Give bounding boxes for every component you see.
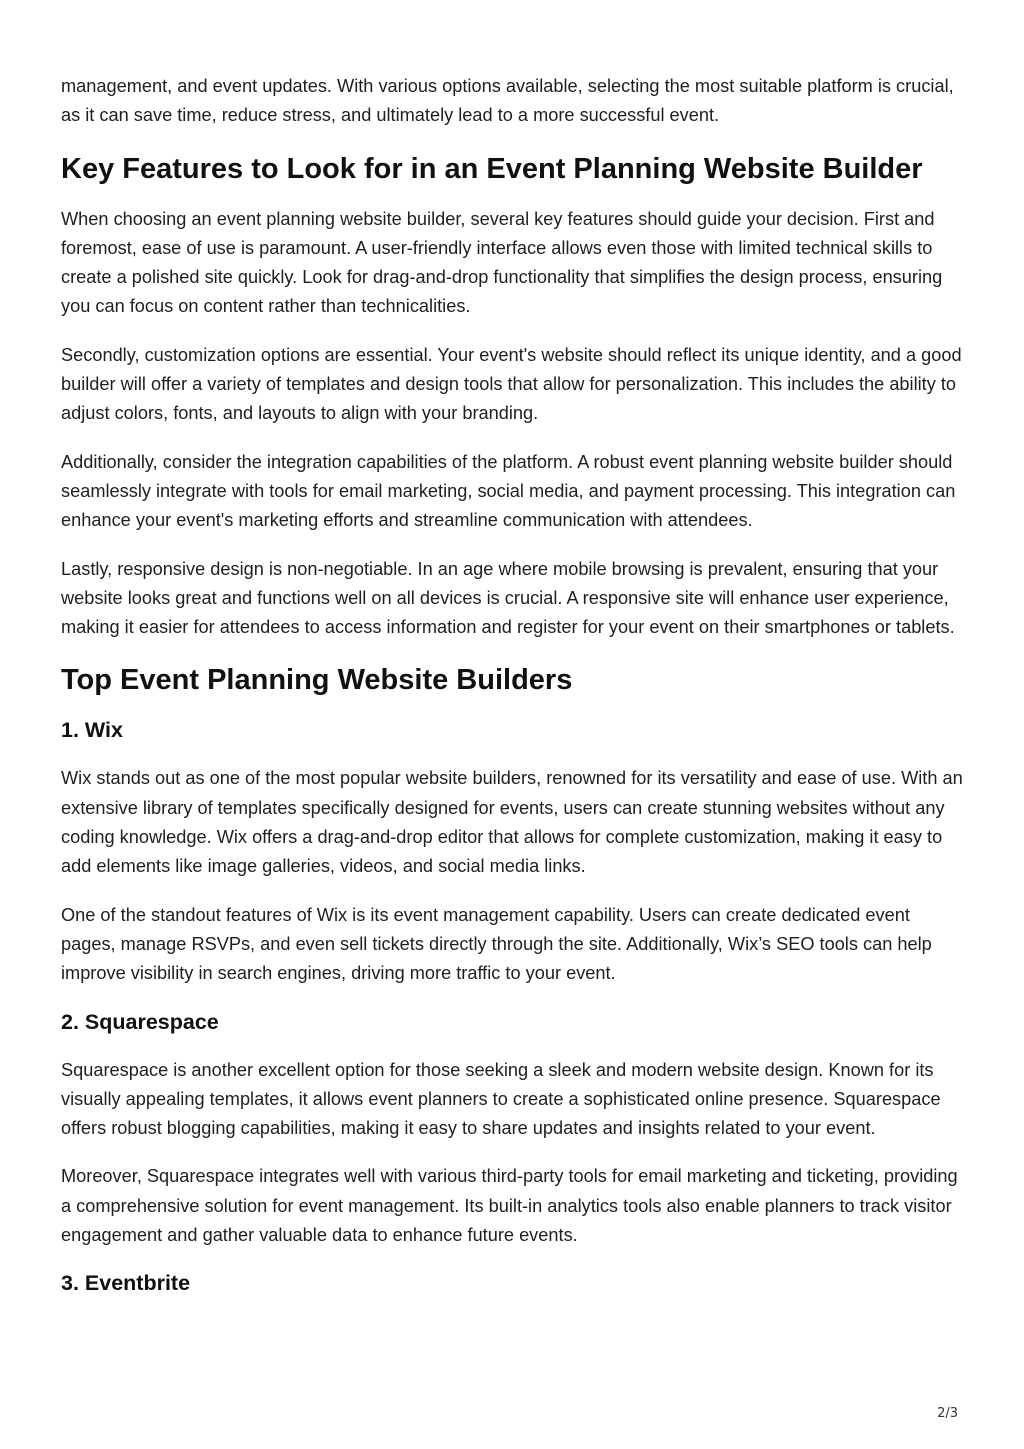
wix-paragraph-1: Wix stands out as one of the most popular website builders, renowned for its versatility and ease of use. With an extensive library of templates specifically designed for events, users can create stunning websites without any coding knowledge. Wix offers a drag-and-drop editor that allows for complete customization, making it easy to add elements like image galleries, videos, and social media links. — [61, 768, 963, 877]
key-features-paragraph-3: Additionally, consider the integration capabilities of the platform. A robust event planning website builder should seamlessly integrate with tools for email marketing, social media, and payment processing. This integration can enhance your event's marketing efforts and streamline communication with attendees. — [61, 451, 956, 531]
document-body — [61, 72, 966, 1317]
wix-heading: 1. Wix — [61, 718, 123, 743]
eventbrite-heading: 3. Eventbrite — [61, 1271, 191, 1296]
wix-paragraph-2: One of the standout features of Wix is its event management capability. Users can create dedicated event pages, manage RSVPs, and even sell tickets directly through the site. Additionally, Wix’s SEO tools can help improve visibility in search engines, driving more traffic to your event. — [61, 904, 932, 984]
squarespace-heading: 2. Squarespace — [61, 1009, 219, 1034]
page-number: 2/3 — [937, 1406, 958, 1421]
squarespace-paragraph-2: Moreover, Squarespace integrates well with various third-party tools for email marketing and ticketing, providing a comprehensive solution for event management. Its built-in analytics tools also enable planners to track visitor engagement and gather valuable data to enhance future events. — [61, 1166, 958, 1246]
key-features-heading: Key Features to Look for in an Event Planning Website Builder — [61, 152, 923, 185]
key-features-paragraph-4: Lastly, responsive design is non-negotiable. In an age where mobile browsing is prevalent, ensuring that your website looks great and functions well on all devices is crucial. A responsive site will enhance user experience, making it easier for attendees to access information and register for your event on their smartphones or tablets. — [61, 558, 955, 638]
top-builders-heading: Top Event Planning Website Builders — [61, 664, 573, 697]
key-features-paragraph-2: Secondly, customization options are essential. Your event's website should reflect its unique identity, and a good builder will offer a variety of templates and design tools that allow for personalization. This includes the ability to adjust colors, fonts, and layouts to align with your branding. — [61, 344, 962, 424]
key-features-paragraph-1: When choosing an event planning website builder, several key features should guide your decision. First and foremost, ease of use is paramount. A user-friendly interface allows even those with limited technical skills to create a polished site quickly. Look for drag-and-drop functionality that simplifies the design process, ensuring you can focus on content rather than technicalities. — [61, 208, 943, 317]
squarespace-paragraph-1: Squarespace is another excellent option for those seeking a sleek and modern website design. Known for its visually appealing templates, it allows event planners to create a sophisticated online presence. Squarespace offers robust blogging capabilities, making it easy to share updates and insights related to your event. — [61, 1059, 941, 1139]
intro-paragraph: management, and event updates. With various options available, selecting the most suitable platform is crucial, as it can save time, reduce stress, and ultimately lead to a more successful event. — [61, 76, 954, 126]
